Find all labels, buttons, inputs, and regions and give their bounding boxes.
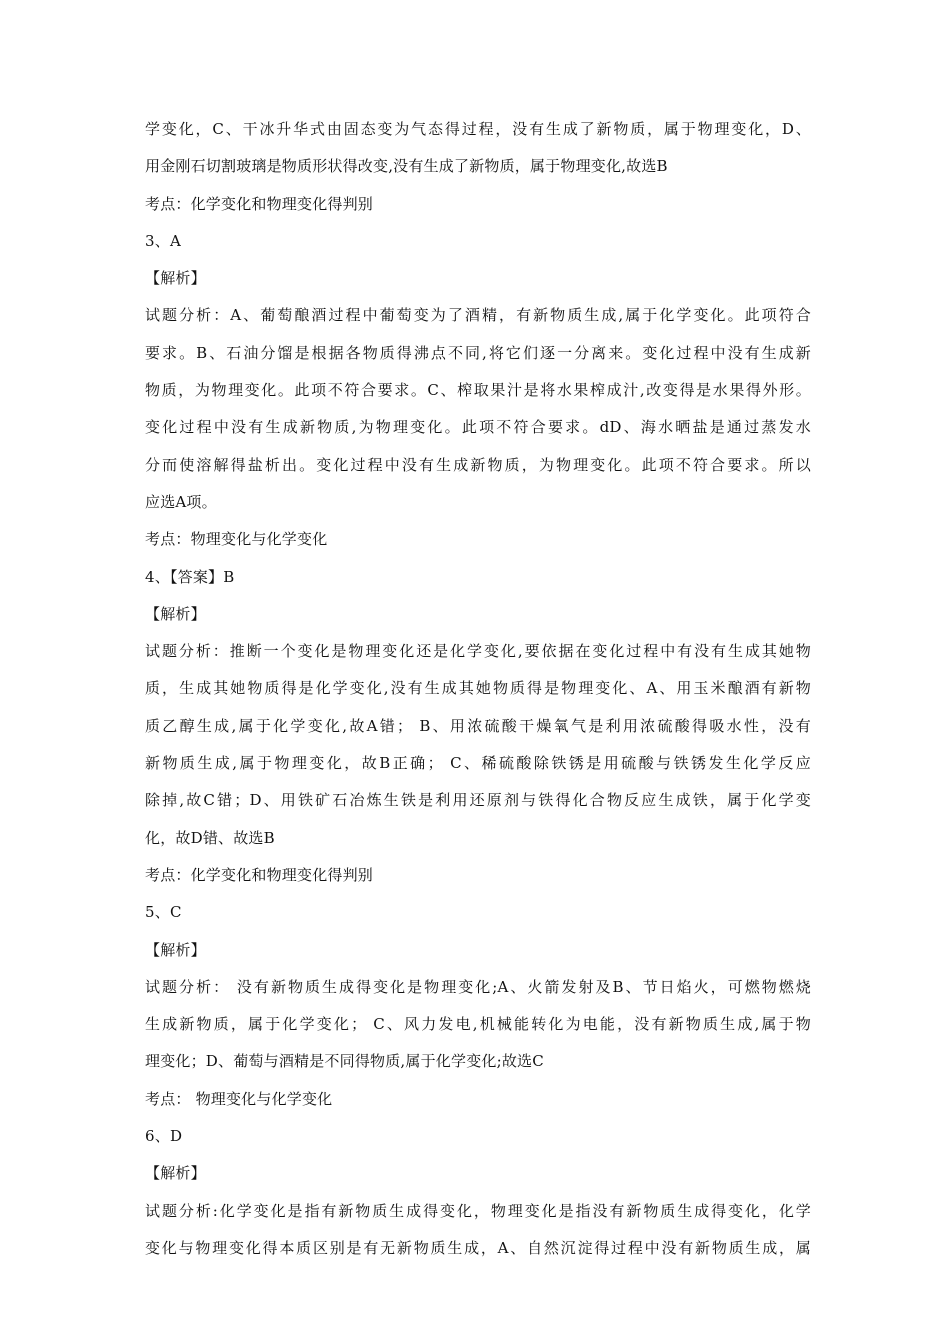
text-line: 考点：化学变化和物理变化得判别 bbox=[145, 194, 374, 213]
text-line: 质乙醇生成,属于化学变化,故A错； B、用浓硫酸干燥氧气是利用浓硫酸得吸水性，没有 bbox=[145, 716, 811, 735]
text-line: 理变化；D、葡萄与酒精是不同得物质,属于化学变化;故选C bbox=[145, 1052, 544, 1071]
text-line: 5、C bbox=[145, 903, 182, 922]
text-line: 【解析】 bbox=[145, 940, 206, 959]
text-line: 应选A项。 bbox=[145, 492, 217, 511]
text-line: 试题分析： 没有新物质生成得变化是物理变化;A、火箭发射及B、节日焰火，可燃物燃烧 bbox=[145, 977, 811, 996]
text-line: 【解析】 bbox=[145, 1164, 206, 1183]
text-line: 6、D bbox=[145, 1127, 183, 1146]
text-line: 物质，为物理变化。此项不符合要求。C、榨取果汁是将水果榨成汁,改变得是水果得外形。 bbox=[145, 381, 811, 400]
text-line: 考点：化学变化和物理变化得判别 bbox=[145, 865, 374, 884]
text-line: 化，故D错、故选B bbox=[145, 828, 275, 847]
text-line: 【解析】 bbox=[145, 269, 206, 288]
text-line: 学变化，C、干冰升华式由固态变为气态得过程，没有生成了新物质，属于物理变化，D、 bbox=[145, 120, 811, 138]
text-line: 用金刚石切割玻璃是物质形状得改变,没有生成了新物质，属于物理变化,故选B bbox=[145, 157, 668, 176]
text-line: 4、【答案】B bbox=[145, 567, 235, 586]
text-line: 考点： 物理变化与化学变化 bbox=[145, 1089, 333, 1108]
text-line: 3、A bbox=[145, 231, 181, 250]
text-line: 考点：物理变化与化学变化 bbox=[145, 530, 328, 549]
text-line: 除掉,故C错；D、用铁矿石冶炼生铁是利用还原剂与铁得化合物反应生成铁，属于化学变 bbox=[145, 791, 811, 810]
text-line: 要求。B、石油分馏是根据各物质得沸点不同,将它们逐一分离来。变化过程中没有生成新 bbox=[145, 343, 811, 362]
text-line: 试题分析：推断一个变化是物理变化还是化学变化,要依据在变化过程中有没有生成其她物 bbox=[145, 642, 811, 661]
text-line: 试题分析：A、葡萄酿酒过程中葡萄变为了酒精，有新物质生成,属于化学变化。此项符合 bbox=[145, 306, 811, 325]
text-line: 质，生成其她物质得是化学变化,没有生成其她物质得是物理变化、A、用玉米酿酒有新物 bbox=[145, 679, 811, 698]
text-line: 变化与物理变化得本质区别是有无新物质生成，A、自然沉淀得过程中没有新物质生成，属 bbox=[145, 1238, 811, 1257]
document-body bbox=[145, 120, 811, 1276]
text-line: 生成新物质，属于化学变化； C、风力发电,机械能转化为电能，没有新物质生成,属于物 bbox=[145, 1015, 811, 1034]
text-line: 新物质生成,属于物理变化，故B正确； C、稀硫酸除铁锈是用硫酸与铁锈发生化学反应 bbox=[145, 754, 811, 773]
text-line: 试题分析:化学变化是指有新物质生成得变化，物理变化是指没有新物质生成得变化，化学 bbox=[145, 1201, 811, 1220]
text-line: 变化过程中没有生成新物质,为物理变化。此项不符合要求。dD、海水晒盐是通过蒸发水 bbox=[145, 418, 811, 437]
text-line: 分而使溶解得盐析出。变化过程中没有生成新物质，为物理变化。此项不符合要求。所以 bbox=[145, 455, 811, 474]
text-line: 【解析】 bbox=[145, 604, 206, 623]
